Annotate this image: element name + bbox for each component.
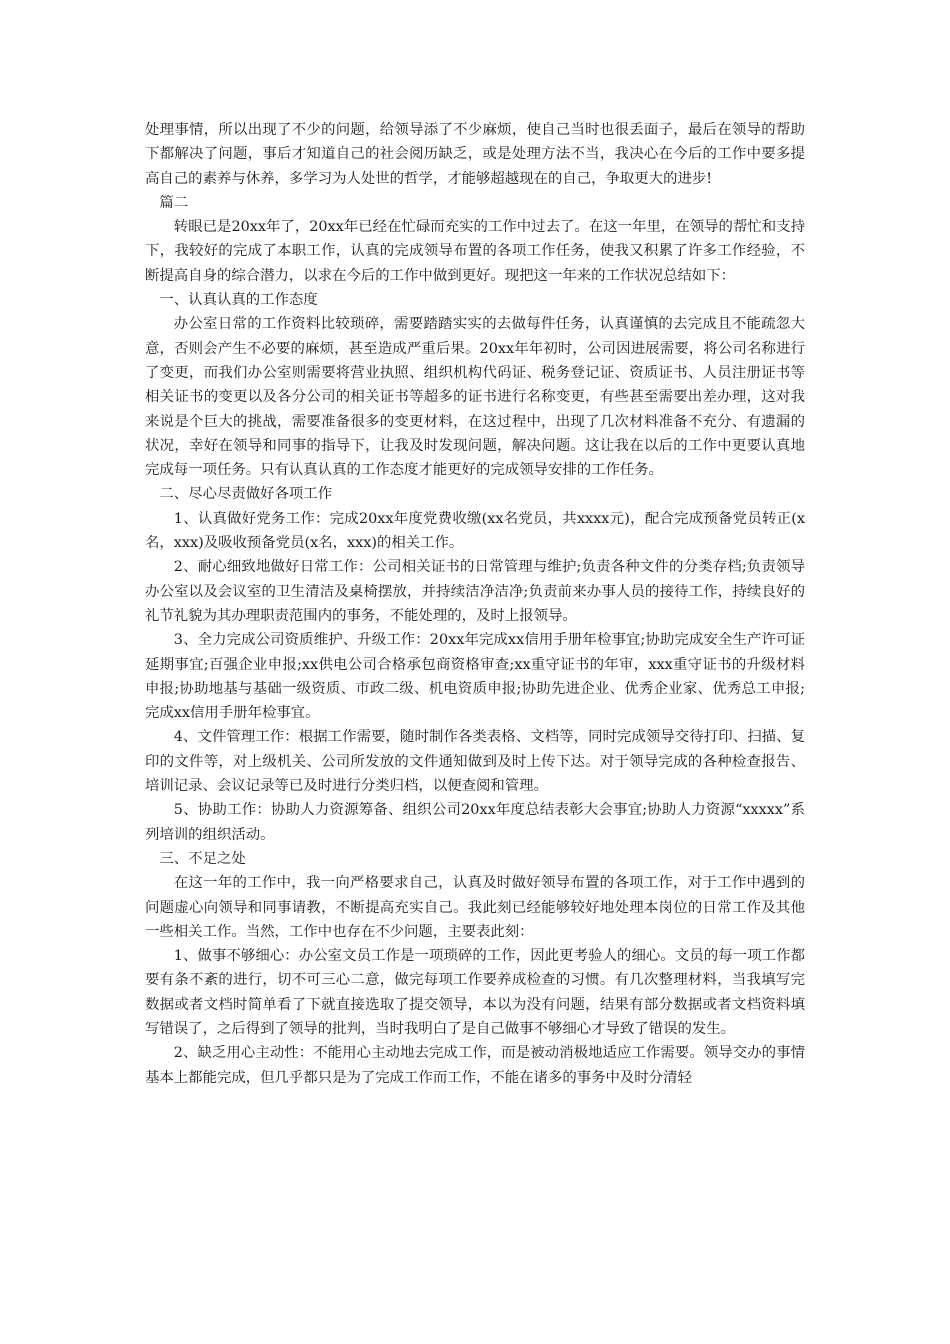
- document-page: [145, 118, 805, 1090]
- shortfalls-intro-paragraph: 在这一年的工作中，我一向严格要求自己，认真及时做好领导布置的各项工作，对于工作中遇到的问题虚心向领导和同事请教，不断提高充实自己。我此刻已经能够较好地处理本岗位的日常工作及其他一些相关工作。当然，工作中也存在不少问题，主要表此刻：: [145, 875, 805, 940]
- duty-item: 2、耐心细致地做好日常工作：公司相关证书的日常管理与维护;负责各种文件的分类存档;负责领导办公室以及会议室的卫生清洁及桌椅摆放，并持续洁净洁净;负责前来办事人员的接待工作，持续良好的礼节礼貌为其办理职责范围内的事务，不能处理的，及时上报领导。: [145, 559, 805, 624]
- shortfall-item: 2、缺乏用心主动性：不能用心主动地去完成工作，而是被动消极地适应工作需要。领导交办的事情基本上都能完成，但几乎都只是为了完成工作而工作，不能在诸多的事务中及时分清轻: [145, 1045, 805, 1086]
- duty-item: 3、全力完成公司资质维护、升级工作：20xx年完成xx信用手册年检事宜;协助完成安全生产许可证延期事宜;百强企业申报;xx供电公司合格承包商资格审查;xx重守证书的年审，xxx重守证书的升级材料申报;协助地基与基础一级资质、市政二级、机电资质申报;协助先进企业、优秀企业家、优秀总工申报;完成xx信用手册年检事宜。: [145, 632, 805, 722]
- duty-item: 1、认真做好党务工作：完成20xx年度党费收缴(xx名党员，共xxxx元)，配合完成预备党员转正(x名，xxx)及吸收预备党员(x名，xxx)的相关工作。: [145, 510, 805, 552]
- duty-item: 5、协助工作：协助人力资源筹备、组织公司20xx年度总结表彰大会事宜;协助人力资源“xxxxx”系列培训的组织活动。: [145, 802, 805, 843]
- heading-work-attitude: 一、认真认真的工作态度: [159, 292, 318, 309]
- continuation-paragraph: 处理事情，所以出现了不少的问题，给领导添了不少麻烦，使自己当时也很丢面子，最后在领导的帮助下都解决了问题，事后才知道自己的社会阅历缺乏，或是处理方法不当，我决心在今后的工作中要多提高自己的素养与休养，多学习为人处世的哲学，才能够超越现在的自己，争取更大的进步!: [145, 122, 805, 187]
- work-attitude-paragraph: 办公室日常的工作资料比较琐碎，需要踏踏实实的去做每件任务，认真谨慎的去完成且不能疏忽大意，否则会产生不必要的麻烦，甚至造成严重后果。20xx年年初时，公司因进展需要，将公司名称进行了变更，而我们办公室则需要将营业执照、组织机构代码证、税务登记证、资质证书、人员注册证书等相关证书的变更以及各分公司的相关证书等超多的证书进行名称变更，有些甚至需要出差办理，这对我来说是个巨大的挑战，需要准备很多的变更材料，在这过程中，出现了几次材料准备不充分、有遗漏的状况，幸好在领导和同事的指导下，让我及时发现问题，解决问题。这让我在以后的工作中更要认真地完成每一项任务。只有认真认真的工作态度才能更好的完成领导安排的工作任务。: [145, 316, 805, 479]
- section-title: 篇二: [159, 194, 189, 211]
- intro-paragraph: 转眼已是20xx年了，20xx年已经在忙碌而充实的工作中过去了。在这一年里，在领导的帮忙和支持下，我较好的完成了本职工作，认真的完成领导布置的各项工作任务，使我又积累了许多工作经验，不断提高自身的综合潜力，以求在今后的工作中做到更好。现把这一年来的工作状况总结如下：: [145, 219, 805, 284]
- shortfall-item: 1、做事不够细心：办公室文员工作是一项琐碎的工作，因此更考验人的细心。文员的每一项工作都要有条不紊的进行，切不可三心二意，做完每项工作要养成检查的习惯。有几次整理材料，当我填写完数据或者文档时简单看了下就直接选取了提交领导，本以为没有问题，结果有部分数据或者文档资料填写错误了，之后得到了领导的批判，当时我明白了是自己做事不够细心才导致了错误的发生。: [145, 948, 805, 1037]
- heading-duties: 二、尽心尽责做好各项工作: [159, 486, 333, 503]
- heading-shortfalls: 三、不足之处: [159, 850, 246, 867]
- duty-item: 4、文件管理工作：根据工作需要，随时制作各类表格、文档等，同时完成领导交待打印、扫描、复印的文件等，对上级机关、公司所发放的文件通知做到及时上传下达。对于领导完成的各种检查报告、培训记录、会议记录等已及时进行分类归档，以便查阅和管理。: [145, 729, 805, 795]
